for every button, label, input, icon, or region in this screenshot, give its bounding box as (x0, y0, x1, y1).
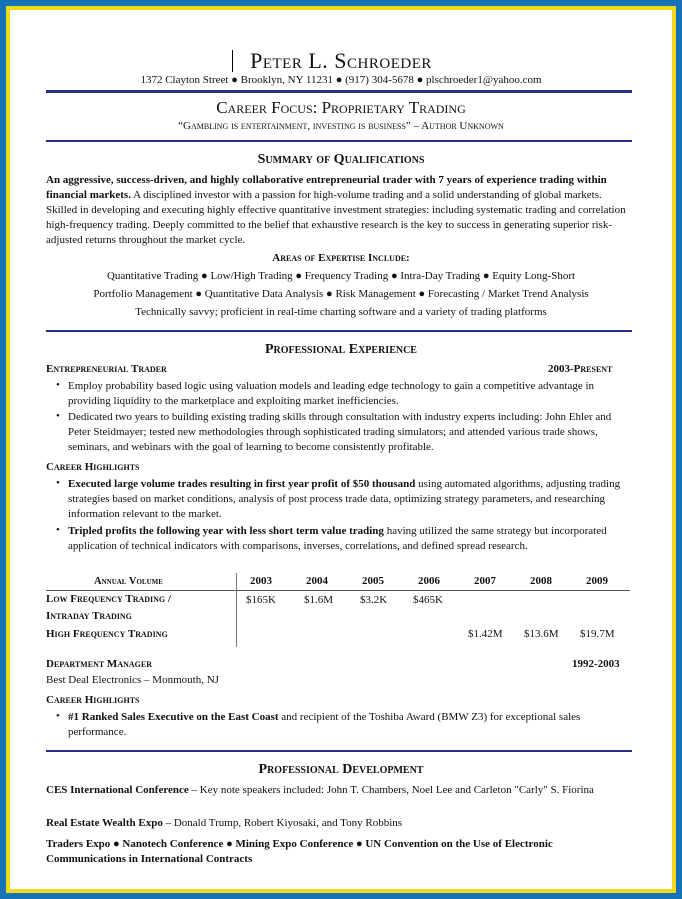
job1-bullet-1: Employ probability based logic using valuation models and leading edge technology to gain a competitive advantage in providing liquidity to the marketplace and exploiting market inefficiencies. (68, 380, 595, 407)
job1-bullet-2-dot: • (56, 410, 60, 422)
job1-highlight-2 (68, 524, 633, 554)
expertise-heading: Areas of Expertise Include: (272, 252, 410, 264)
development-item-3-bold: Traders Expo ● Nanotech Conference ● Mining Expo Conference ● UN Convention on the Use of Electronic Communications in International Contracts (46, 838, 553, 865)
job1-dates: 2003-Present (548, 363, 613, 375)
summary-body: A disciplined investor with a passion for high-volume trading and a solid understanding of global markets. Skilled in developing and executing highly effective quantitative investment strategies: including systematic trading and correlation high-frequency trading. Deeply committed to the belief that exhaustive research is the key to success in generating superior risk-adjusted returns throughout the market cycle. (46, 189, 626, 246)
job1-highlight-1-dot: • (56, 477, 60, 489)
development-item-2-bold: Real Estate Wealth Expo (46, 817, 163, 829)
expertise-line-1: Quantitative Trading ● Low/High Trading ● Frequency Trading ● Intra-Day Trading ● Equity Long-Short (106, 270, 576, 282)
table-year-2006: 2006 (418, 575, 440, 587)
job2-highlight-1-dot: • (56, 710, 60, 722)
row2-label: High Frequency Trading (46, 628, 168, 640)
table-year-2009: 2009 (586, 575, 608, 587)
expertise-line-3: Technically savvy; proficient in real-time charting software and a variety of trading platforms (135, 306, 547, 318)
resume-page (10, 10, 672, 889)
summary-heading: Summary of Qualifications (257, 152, 425, 167)
header-rule (46, 90, 632, 93)
career-focus-title: Career Focus: Proprietary Trading (216, 98, 466, 117)
table-header-label: Annual Volume (94, 576, 163, 587)
job2-highlight-1 (68, 710, 633, 740)
row1-2004: $1.6M (304, 594, 334, 606)
job2-company: Best Deal Electronics – Monmouth, NJ (46, 674, 219, 686)
job1-highlight-1 (68, 477, 633, 522)
job1-highlights-heading: Career Highlights (46, 461, 140, 473)
table-year-2003: 2003 (250, 575, 272, 587)
job2-dates: 1992-2003 (572, 658, 620, 670)
job2-highlight-1-text: and recipient of the Toshiba Award (BMW Z3) for exceptional sales performance. (68, 711, 581, 738)
job1-highlight-1-bold: Executed large volume trades resulting in first year profit of $50 thousand (68, 478, 416, 490)
job2-highlights-heading: Career Highlights (46, 694, 140, 706)
job1-highlight-1-text: using automated algorithms, adjusting trading strategies based on market conditions, analysis of post process trade data, optimizing strategy parameters, and researching information relevant to the market. (68, 478, 621, 520)
table-year-2007: 2007 (474, 575, 496, 587)
development-item-3 (46, 837, 626, 867)
table-year-2008: 2008 (530, 575, 552, 587)
table-divider (236, 573, 237, 647)
job1-title: Entrepreneurial Trader (46, 363, 167, 375)
job1-highlight-2-dot: • (56, 524, 60, 536)
development-item-2-text: – Donald Trump, Robert Kiyosaki, and Tony Robbins (162, 817, 403, 829)
focus-rule (46, 140, 632, 142)
row2-2009: $19.7M (580, 628, 615, 640)
row1-label-b: Intraday Trading (46, 610, 132, 622)
table-year-2005: 2005 (362, 575, 384, 587)
job2-highlight-1-bold: #1 Ranked Sales Executive on the East Coast (68, 711, 279, 723)
summary-paragraph (46, 173, 634, 248)
job1-highlight-2-text: having utilized the same strategy but incorporated application of technical indicators with comparisons, inverses, correlations, and defined spread research. (68, 525, 607, 552)
job1-bullet-2: Dedicated two years to building existing trading skills through consultation with industry experts including: John Ehler and Peter Steidmayer; tested new methodologies through sophisticated trading simulators; and attended various trade shows, seminars, and webinars with the goal of learning to become consistently profitable. (68, 411, 612, 453)
row1-2003: $165K (246, 594, 276, 606)
row2-2008: $13.6M (524, 628, 559, 640)
summary-lead: An aggressive, success-driven, and highly collaborative entrepreneurial trader with 7 years of experience trading within financial markets. (46, 174, 607, 201)
development-item-1-bold: CES International Conference (46, 784, 189, 796)
job1-highlight-2-bold: Tripled profits the following year with less short term value trading (68, 525, 384, 537)
row1-2005: $3.2K (360, 594, 388, 606)
summary-rule (46, 330, 632, 332)
row2-2007: $1.42M (468, 628, 503, 640)
name-cursor (232, 50, 233, 72)
development-item-1-text: – Key note speakers included: John T. Chambers, Noel Lee and Carleton "Carly" S. Fiorina (188, 784, 594, 796)
job2-title: Department Manager (46, 658, 152, 670)
development-item-1 (46, 783, 634, 798)
table-header-rule (46, 590, 630, 591)
development-item-2 (46, 817, 402, 829)
development-heading: Professional Development (258, 762, 424, 777)
experience-rule (46, 750, 632, 752)
expertise-line-2: Portfolio Management ● Quantitative Data Analysis ● Risk Management ● Forecasting / Market Trend Analysis (93, 288, 589, 300)
contact-line: 1372 Clayton Street ● Brooklyn, NY 11231 ● (917) 304-5678 ● plschroeder1@yahoo.com (140, 74, 542, 86)
row1-2006: $465K (413, 594, 443, 606)
candidate-name: Peter L. Schroeder (250, 48, 432, 73)
experience-heading: Professional Experience (265, 342, 417, 357)
table-year-2004: 2004 (306, 575, 328, 587)
job1-bullet-1-dot: • (56, 379, 60, 391)
row1-label-a: Low Frequency Trading / (46, 593, 171, 605)
career-focus-quote: “Gambling is entertainment, investing is business” – Author Unknown (178, 120, 504, 132)
